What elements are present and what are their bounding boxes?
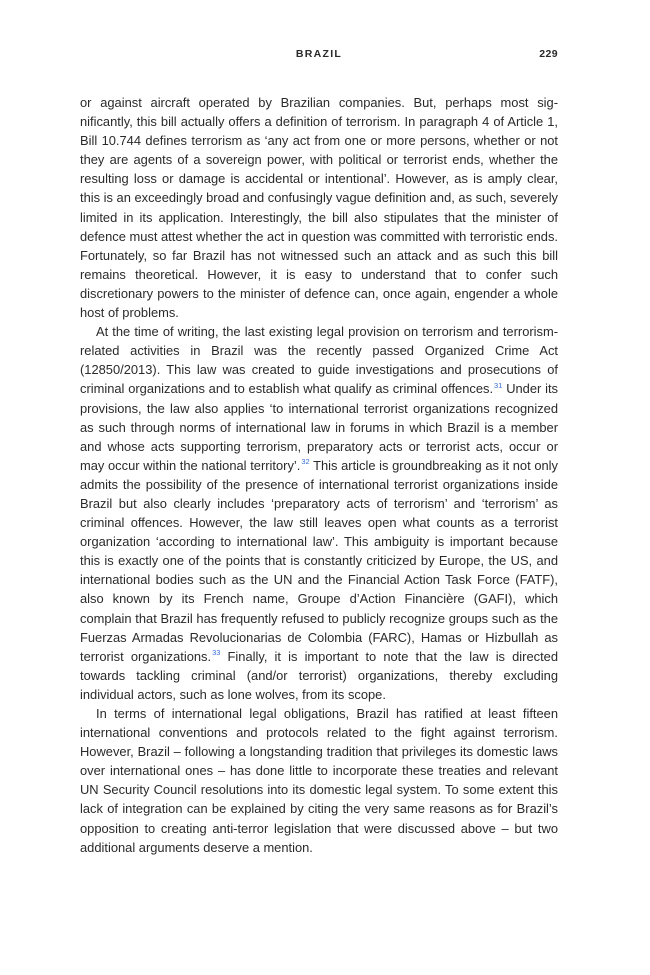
body-text (80, 93, 558, 857)
footnote-ref[interactable]: 31 (494, 381, 503, 391)
paragraph (80, 93, 558, 322)
paragraph (80, 322, 558, 704)
page-number: 229 (539, 48, 558, 60)
paragraph-text: Under its provisions, the law also applies ‘to international terrorist organizations recognized as such through norms of international law in forums in which Brazil is a member and whose acts supporting terrorism, preparatory acts or terrorist acts, occur or may occur within the national territory’. (80, 381, 558, 473)
footnote-ref[interactable]: 32 (301, 457, 310, 467)
paragraph (80, 704, 558, 857)
paragraph-text: This article is groundbreaking as it not only admits the possibility of the presence of international terrorist organizations inside Brazil but also clearly includes ‘preparatory acts of terrorism’ and ‘terrorism’ as criminal offences. However, the law still leaves open what counts as a terrorist organization ‘according to international law’. This ambiguity is important because this is exactly one of the points that is constantly criticized by Europe, the US, and international bodies such as the UN and the Financial Action Task Force (FATF), also known by its French name, Groupe d’Action Financière (GAFI), which complain that Brazil has frequently refused to publicly recognize groups such as the Fuerzas Armadas Revolucionarias de Colombia (FARC), Hamas or Hizbullah as terrorist organizations. (80, 457, 558, 664)
paragraph-text: Finally, it is important to note that the law is directed towards tackling criminal (and/or terrorist) organizations, thereby excluding individual actors, such as lone wolves, from its scope. (80, 648, 558, 702)
running-header (80, 48, 558, 64)
footnote-ref[interactable]: 33 (212, 648, 221, 658)
paragraph-text: At the time of writing, the last existing legal provision on terrorism and terrorism-related activities in Brazil was the recently passed Organized Crime Act (12850/2013). This law was created to guide investigations and prosecutions of criminal organizations and to establish what qualify as criminal offences. (80, 324, 558, 397)
paragraph-text: In terms of international legal obligations, Brazil has ratified at least fifteen international conventions and protocols related to the fight against terrorism. However, Brazil – following a longstanding tradition that privileges its domestic laws over international ones – has done little to incorporate these treaties and relevant UN Security Council resolutions into its domestic legal system. To some extent this lack of integration can be explained by citing the very same reasons as for Brazil’s opposition to creating anti-terror legislation that were discussed above – but two additional arguments deserve a mention. (80, 706, 558, 855)
paragraph-text: or against aircraft operated by Brazilian companies. But, perhaps most sig-nificantly, this bill actually offers a definition of terrorism. In paragraph 4 of Article 1, Bill 10.744 defines terrorism as ‘any act from one or more persons, whether or not they are agents of a sovereign power, with political or terrorist ends, whether the resulting loss or damage is accidental or intentional’. However, as is amply clear, this is an exceedingly broad and confusingly vague definition and, as such, severely limited in its application. Interestingly, the bill also stipulates that the minister of defence must attest whether the act in question was committed with terroristic ends. Fortunately, so far Brazil has not witnessed such an attack and as such this bill remains theoretical. However, it is easy to understand that to confer such discretionary powers to the minister of defence can, once again, engender a whole host of problems. (80, 95, 558, 321)
running-title: BRAZIL (295, 48, 343, 60)
